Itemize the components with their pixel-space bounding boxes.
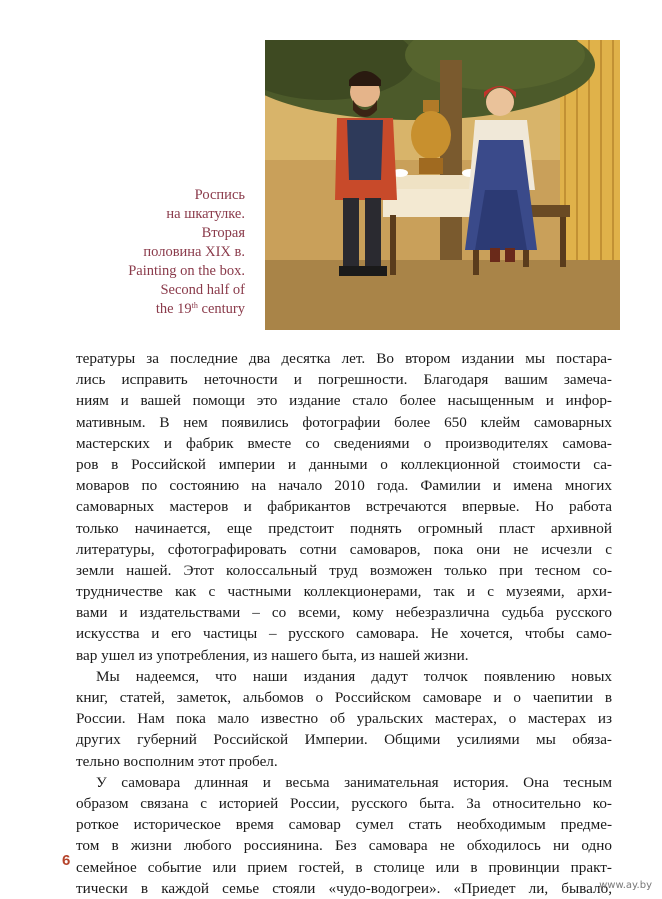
text-line: моваров по состоянию на начало 2010 года. Фамилии и имена многих [76, 477, 612, 495]
painting-caption [110, 186, 245, 319]
page-number: 6 [62, 852, 71, 869]
text-line: лись исправить неточности и погрешности. Благодаря вашим замеча- [76, 371, 612, 389]
caption-line-last [110, 300, 245, 319]
text-line: тературы за последние два десятка лет. Во втором издании мы постара- [76, 350, 612, 367]
caption-last-suffix: century [197, 301, 245, 317]
caption-line: Роспись [194, 187, 245, 203]
text-line: том в жизни любого россиянина. Без самовара не обходилось ни одно [76, 837, 612, 855]
text-line: образом связана с историей России, русского быта. За относительно ко- [76, 794, 612, 812]
text-line: земли нашей. Этот колоссальный труд возможен только при тесном со- [76, 561, 612, 579]
text-line: трудничестве как с частными коллекционерами, так и с музеями, архи- [76, 583, 612, 601]
watermark-text: www.ay.by [599, 880, 652, 891]
painting-illustration [265, 40, 620, 330]
text-line: искусства и его частицы – русского самовара. Не хочется, чтобы само- [76, 625, 612, 643]
text-line: вами и издательствами – со всеми, кому небезразлична судьба русского [76, 604, 612, 622]
text-line: ниям и вашей помощи это издание стало более насыщенным и инфор- [76, 392, 612, 410]
painting-image [265, 40, 620, 330]
caption-line: половина XIX в. [143, 244, 245, 260]
caption-line: Second half of [160, 282, 245, 298]
caption-last-prefix: the 19 [155, 301, 192, 317]
text-line: Мы надеемся, что наши издания дадут толчок появлению новых [96, 667, 612, 685]
text-line: вар ушел из употребления, из нашего быта, из нашей жизни. [76, 646, 469, 664]
text-line: тельно восполним этот пробел. [76, 752, 278, 770]
caption-superscript: th [191, 301, 198, 310]
text-line: У самовара длинная и весьма занимательная история. Она тесным [96, 773, 612, 791]
text-line: литературы, сфотографировать сотни самоваров, пока они не исчезли с [76, 540, 612, 558]
text-line: семейное событие или прием гостей, в столице или в провинции практ- [76, 858, 612, 876]
text-line: мастерских и фабрик вместе со сведениями о производителях самова- [76, 434, 612, 452]
caption-line: Painting on the box. [128, 263, 245, 279]
caption-line: Вторая [201, 225, 245, 241]
text-line: ров в Российской империи и данными о коллекционной стоимости са- [76, 455, 612, 473]
text-line: других губерний Российской Империи. Общими усилиями мы обяза- [76, 731, 612, 749]
text-line: роткое историческое время самовар сумел стать необходимым предме- [76, 816, 612, 834]
body-text [76, 348, 612, 899]
caption-line: на шкатулке. [166, 206, 245, 222]
text-line: самоварных мастеров и фабрикантов встречаются впервые. Но работа [76, 498, 612, 516]
text-line: мативным. В нем появились фотографии более 650 клейм самоварных [76, 413, 612, 431]
text-line: России. Нам пока мало известно об уральских мастерах, о мастерах из [76, 710, 612, 728]
text-line: тически в каждой семье стояли «чудо-водогреи». «Приедет ли, бывало, [76, 879, 612, 897]
text-line: только начинается, еще предстоит поднять огромный пласт архивной [76, 519, 612, 537]
text-line: книг, статей, заметок, альбомов о Российском самоваре и о чаепитии в [76, 689, 612, 706]
